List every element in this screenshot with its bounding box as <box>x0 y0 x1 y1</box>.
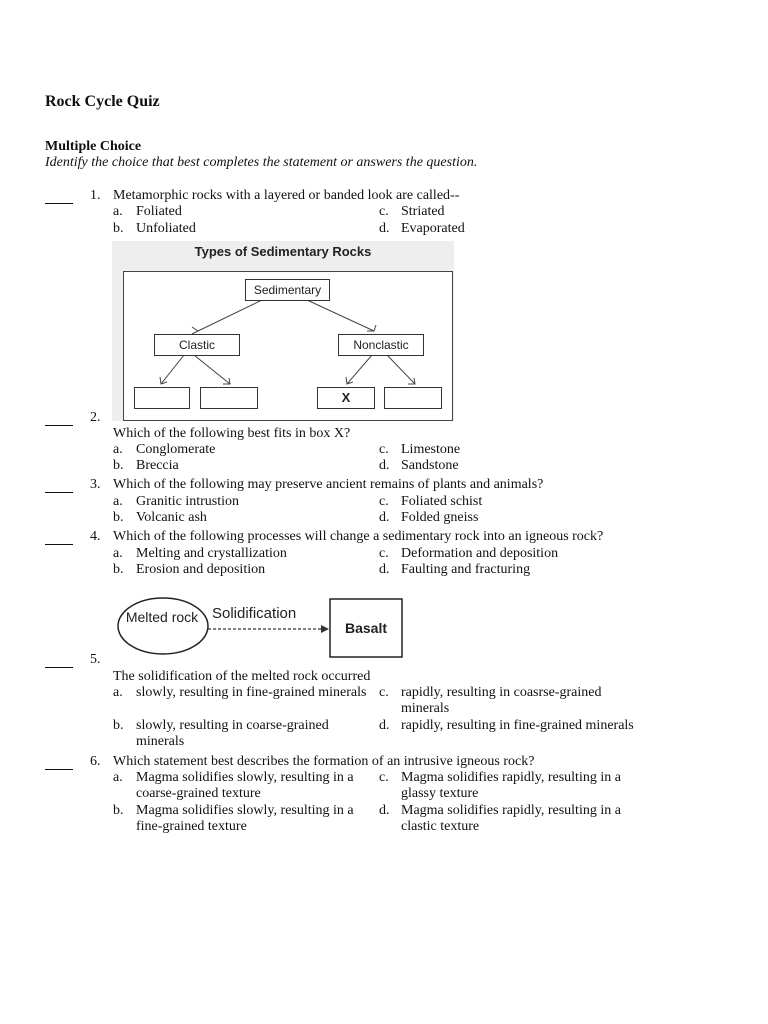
choice-text: Striated <box>401 204 445 219</box>
box-empty-1 <box>134 387 190 409</box>
choice-letter: a. <box>113 770 123 785</box>
section-heading: Multiple Choice <box>45 139 142 154</box>
choice-letter: b. <box>113 562 124 577</box>
choice-text: Breccia <box>136 458 179 473</box>
choice-text: slowly, resulting in fine-grained minerals <box>136 685 367 700</box>
solidification-label: Solidification <box>212 605 297 622</box>
choice-letter: c. <box>379 204 389 219</box>
choice-text: Foliated <box>136 204 182 219</box>
choice-text: Sandstone <box>401 458 459 473</box>
answer-blank-3[interactable] <box>45 492 73 493</box>
diagram-title: Types of Sedimentary Rocks <box>194 244 372 259</box>
answer-blank-6[interactable] <box>45 769 73 770</box>
choice-letter: c. <box>379 546 389 561</box>
question-number: 3. <box>90 477 101 492</box>
choice-letter: a. <box>113 204 123 219</box>
question-number: 1. <box>90 188 101 203</box>
choice-letter: b. <box>113 803 124 818</box>
choice-letter: c. <box>379 770 389 785</box>
box-x: X <box>317 387 375 409</box>
question-stem: The solidification of the melted rock occurred <box>113 669 371 684</box>
choice-text: Magma solidifies rapidly, resulting in a clastic texture <box>401 803 621 834</box>
choice-text: Magma solidifies slowly, resulting in a coarse-grained texture <box>136 770 354 801</box>
choice-letter: d. <box>379 803 390 818</box>
choice-text: rapidly, resulting in coasrse-grained minerals <box>401 685 602 716</box>
choice-letter: a. <box>113 546 123 561</box>
sedimentary-rocks-diagram <box>112 241 454 421</box>
question-number: 2. <box>90 410 101 425</box>
choice-text: Melting and crystallization <box>136 546 287 561</box>
question-stem: Which of the following best fits in box X? <box>113 426 351 441</box>
choice-letter: a. <box>113 442 123 457</box>
box-empty-2 <box>200 387 258 409</box>
choice-text: rapidly, resulting in fine-grained minerals <box>401 718 634 733</box>
choice-text: slowly, resulting in coarse-grained minerals <box>136 718 329 749</box>
choice-text: Conglomerate <box>136 442 216 457</box>
choice-text: Evaporated <box>401 221 465 236</box>
instructions: Identify the choice that best completes the statement or answers the question. <box>45 155 478 170</box>
answer-blank-4[interactable] <box>45 544 73 545</box>
choice-text: Erosion and deposition <box>136 562 266 577</box>
choice-text: Limestone <box>401 442 461 457</box>
question-number: 5. <box>90 652 101 667</box>
arrow-head <box>321 625 329 633</box>
choice-text: Granitic intrustion <box>136 494 240 509</box>
choice-letter: c. <box>379 685 389 700</box>
choice-letter: b. <box>113 510 124 525</box>
question-number: 4. <box>90 529 101 544</box>
choice-letter: c. <box>379 494 389 509</box>
question-number: 6. <box>90 754 101 769</box>
choice-letter: c. <box>379 442 389 457</box>
choice-letter: a. <box>113 494 123 509</box>
question-stem: Which of the following processes will change a sedimentary rock into an igneous rock? <box>113 529 604 544</box>
melted-rock-oval <box>118 598 208 654</box>
choice-text: Folded gneiss <box>401 510 479 525</box>
box-clastic: Clastic <box>154 334 240 356</box>
choice-text: Magma solidifies rapidly, resulting in a glassy texture <box>401 770 621 801</box>
question-stem: Which of the following may preserve ancient remains of plants and animals? <box>113 477 544 492</box>
choice-letter: b. <box>113 458 124 473</box>
choice-text: Volcanic ash <box>136 510 207 525</box>
basalt-label: Basalt <box>344 620 388 636</box>
choice-text: Deformation and deposition <box>401 546 559 561</box>
answer-blank-1[interactable] <box>45 203 73 204</box>
box-sedimentary: Sedimentary <box>245 279 330 301</box>
answer-blank-5[interactable] <box>45 667 73 668</box>
choice-letter: d. <box>379 718 390 733</box>
choice-text: Magma solidifies slowly, resulting in a fine-grained texture <box>136 803 354 834</box>
quiz-title: Rock Cycle Quiz <box>45 93 160 110</box>
choice-text: Foliated schist <box>401 494 483 509</box>
choice-letter: d. <box>379 458 390 473</box>
choice-text: Faulting and fracturing <box>401 562 531 577</box>
choice-letter: a. <box>113 685 123 700</box>
choice-letter: d. <box>379 221 390 236</box>
choice-letter: b. <box>113 221 124 236</box>
choice-letter: d. <box>379 510 390 525</box>
choice-letter: b. <box>113 718 124 733</box>
choice-text: Unfoliated <box>136 221 196 236</box>
question-stem: Which statement best describes the formation of an intrusive igneous rock? <box>113 754 535 769</box>
choice-letter: d. <box>379 562 390 577</box>
box-nonclastic: Nonclastic <box>338 334 424 356</box>
melted-rock-label: Melted rock <box>125 609 199 625</box>
box-empty-3 <box>384 387 442 409</box>
answer-blank-2[interactable] <box>45 425 73 426</box>
question-stem: Metamorphic rocks with a layered or banded look are called-- <box>113 188 460 203</box>
